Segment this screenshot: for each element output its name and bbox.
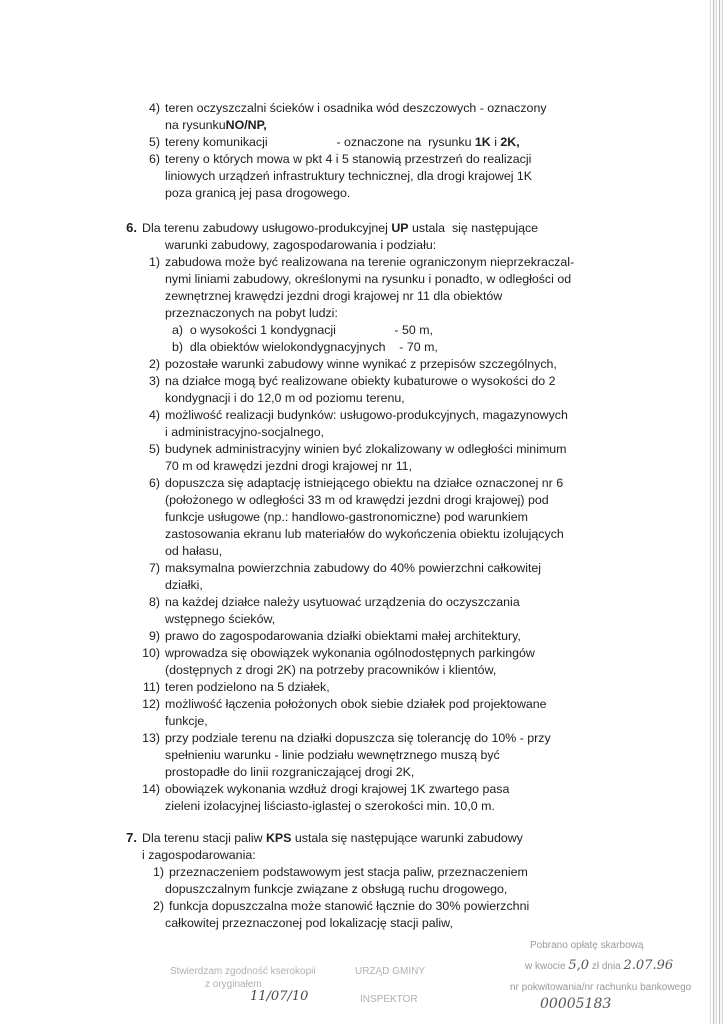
receipt-number: 00005183	[540, 996, 612, 1012]
item-continuation: od hałasu,	[165, 544, 223, 558]
item-number: 9)	[148, 629, 160, 643]
item-number: 13)	[142, 731, 160, 745]
section-lead: ustala się następujące	[408, 221, 539, 235]
item-number: 7)	[148, 561, 160, 575]
sub-item: b) dla obiektów wielokondygnacyjnych - 70 m,	[172, 340, 438, 354]
item-text: na każdej działce należy usytuować urządzenia do oczyszczania	[165, 595, 520, 609]
zone-code: 2K,	[500, 135, 520, 149]
item-text: pozostałe warunki zabudowy winne wynikać z przepisów szczególnych,	[165, 357, 557, 371]
list-item	[0, 254, 710, 271]
item-continuation: działki,	[165, 578, 203, 592]
item-continuation: nymi liniami zabudowy, określonymi na rysunku i ponadto, w odległości od	[165, 272, 572, 286]
item-continuation: (położonego w odległości 33 m od krawędzi jezdni drogi krajowej) pod	[165, 493, 549, 507]
item-continuation: zewnętrznej krawędzi jezdni drogi krajowej nr 11 dla obiektów	[165, 289, 503, 303]
section-lead-continuation: i zagospodarowania:	[142, 848, 256, 862]
office-stamp: URZĄD GMINY	[355, 966, 425, 977]
certification-stamp-line: Stwierdzam zgodność kserokopii	[170, 966, 316, 977]
list-item	[0, 441, 710, 458]
item-text: funkcja dopuszczalna może stanowić łącznie do 30% powierzchni	[169, 899, 530, 913]
item-number: 11)	[143, 680, 160, 694]
zone-code: NO/NP,	[225, 118, 267, 132]
item-continuation: 70 m od krawędzi jezdni drogi krajowej nr 11,	[165, 459, 413, 473]
list-item	[0, 100, 710, 117]
section-number: 6.	[126, 220, 137, 235]
scan-edge	[710, 0, 724, 1024]
section-lead: Dla terenu stacji paliw	[142, 831, 266, 845]
item-text: na rysunku	[165, 118, 226, 132]
item-continuation: dopuszczalnym funkcje związane z obsługą ruchu drogowego,	[165, 882, 508, 896]
item-text: przy podziale terenu na działki dopuszcza się tolerancję do 10% - przy	[165, 731, 551, 745]
item-continuation: zastosowania ekranu lub materiałów do wykończenia obiektu izolujących	[165, 527, 564, 541]
list-item	[0, 781, 710, 798]
item-text: wprowadza się obowiązek wykonania ogólnodostępnych parkingów	[165, 646, 535, 660]
zone-code: UP	[391, 221, 409, 235]
item-continuation: funkcje,	[165, 714, 208, 728]
item-number: 12)	[142, 697, 160, 711]
list-item	[0, 373, 710, 390]
list-item	[0, 407, 710, 424]
fee-label: zł dnia	[591, 961, 621, 972]
section-number: 7.	[126, 830, 137, 845]
item-continuation: zieleni izolacyjnej liściasto-iglastej o szerokości min. 10,0 m.	[165, 799, 495, 813]
fee-stamp-line: nr pokwitowania/nr rachunku bankowego	[510, 982, 692, 993]
item-number: 4)	[148, 101, 160, 115]
item-text: i	[490, 135, 501, 149]
item-text: możliwość łączenia położonych obok siebie działek pod projektowane	[165, 697, 547, 711]
item-continuation: całkowitej przeznaczonej pod lokalizację stacji paliw,	[165, 916, 453, 930]
item-continuation: i administracyjno-socjalnego,	[165, 425, 325, 439]
section-lead-continuation: warunki zabudowy, zagospodarowania i podziału:	[165, 238, 437, 252]
item-number: 5)	[148, 135, 160, 149]
certification-stamp-line: z oryginałem	[205, 979, 262, 990]
list-item	[0, 151, 710, 168]
item-continuation: (dostępnych z drogi 2K) na potrzeby pracowników i klientów,	[165, 663, 497, 677]
zone-code: KPS	[265, 831, 292, 845]
item-continuation: liniowych urządzeń infrastruktury technicznej, dla drogi krajowej 1K	[165, 169, 533, 183]
list-item	[0, 628, 710, 645]
stamps-area	[0, 938, 710, 1024]
handwritten-date: 11/07/10	[250, 989, 309, 1004]
item-continuation: prostopadłe do linii rozgraniczającej drogi 2K,	[165, 765, 415, 779]
item-text: na działce mogą być realizowane obiekty kubaturowe o wysokości do 2	[165, 374, 556, 388]
item-number: 2)	[148, 357, 160, 371]
item-text: przeznaczeniem podstawowym jest stacja paliw, przeznaczeniem	[169, 865, 528, 879]
fee-label: w kwocie	[525, 961, 566, 972]
item-text: dopuszcza się adaptację istniejącego obiektu na działce oznaczonej nr 6	[165, 476, 564, 490]
list-item	[0, 864, 710, 881]
list-item	[0, 475, 710, 492]
item-number: 6)	[148, 476, 160, 490]
item-number: 3)	[148, 374, 160, 388]
section-lead: ustala się następujące warunki zabudowy	[291, 831, 523, 845]
item-text: tereny o których mowa w pkt 4 i 5 stanowią przestrzeń do realizacji	[165, 152, 532, 166]
item-text: prawo do zagospodarowania działki obiektami małej architektury,	[165, 629, 521, 643]
list-item	[0, 679, 710, 696]
item-number: 1)	[152, 865, 164, 879]
item-text: maksymalna powierzchnia zabudowy do 40% powierzchni całkowitej	[165, 561, 542, 575]
fee-amount: 5,0	[568, 958, 590, 973]
item-number: 5)	[148, 442, 160, 456]
item-text: tereny komunikacji - oznaczone na rysunku	[165, 135, 475, 149]
official-stamp: INSPEKTOR	[360, 994, 418, 1005]
item-text: teren podzielono na 5 działek,	[165, 680, 330, 694]
fee-stamp-line	[525, 960, 673, 973]
item-continuation	[0, 117, 710, 134]
item-continuation: funkcje usługowe (np.: handlowo-gastronomiczne) pod warunkiem	[165, 510, 528, 524]
item-number: 2)	[152, 899, 164, 913]
item-text: obowiązek wykonania wzdłuż drogi krajowej 1K zwartego pasa	[165, 782, 510, 796]
list-item	[0, 645, 710, 662]
document-body	[0, 100, 710, 932]
item-continuation: kondygnacji i do 12,0 m od poziomu terenu,	[165, 391, 405, 405]
list-item	[0, 730, 710, 747]
item-number: 6)	[148, 152, 160, 166]
item-continuation: wstępnego ścieków,	[165, 612, 276, 626]
item-text: teren oczyszczalni ścieków i osadnika wód deszczowych - oznaczony	[165, 101, 547, 115]
item-continuation: poza granicą jej pasa drogowego.	[165, 186, 351, 200]
fee-stamp-line: Pobrano opłatę skarbową	[530, 940, 644, 951]
section-heading	[0, 829, 710, 847]
item-number: 10)	[142, 646, 160, 660]
item-text: zabudowa może być realizowana na terenie ograniczonym nieprzekraczal-	[165, 255, 575, 269]
item-continuation: spełnieniu warunku - linie podziału wewnętrznego muszą być	[165, 748, 500, 762]
item-number: 8)	[148, 595, 160, 609]
item-number: 4)	[148, 408, 160, 422]
item-text: możliwość realizacji budynków: usługowo-produkcyjnych, magazynowych	[165, 408, 568, 422]
list-item	[0, 898, 710, 915]
list-item	[0, 134, 710, 151]
item-text: budynek administracyjny winien być zlokalizowany w odległości minimum	[165, 442, 567, 456]
list-item	[0, 594, 710, 611]
fee-date: 2.07.96	[623, 958, 674, 973]
list-item	[0, 356, 710, 373]
list-item	[0, 560, 710, 577]
zone-code: 1K	[474, 135, 491, 149]
section-lead: Dla terenu zabudowy usługowo-produkcyjnej	[142, 221, 392, 235]
item-number: 14)	[142, 782, 160, 796]
sub-item: a) o wysokości 1 kondygnacji - 50 m,	[172, 323, 433, 337]
list-item	[0, 696, 710, 713]
section-heading	[0, 219, 710, 237]
item-continuation: przeznaczonych na pobyt ludzi:	[165, 306, 338, 320]
item-number: 1)	[148, 255, 160, 269]
